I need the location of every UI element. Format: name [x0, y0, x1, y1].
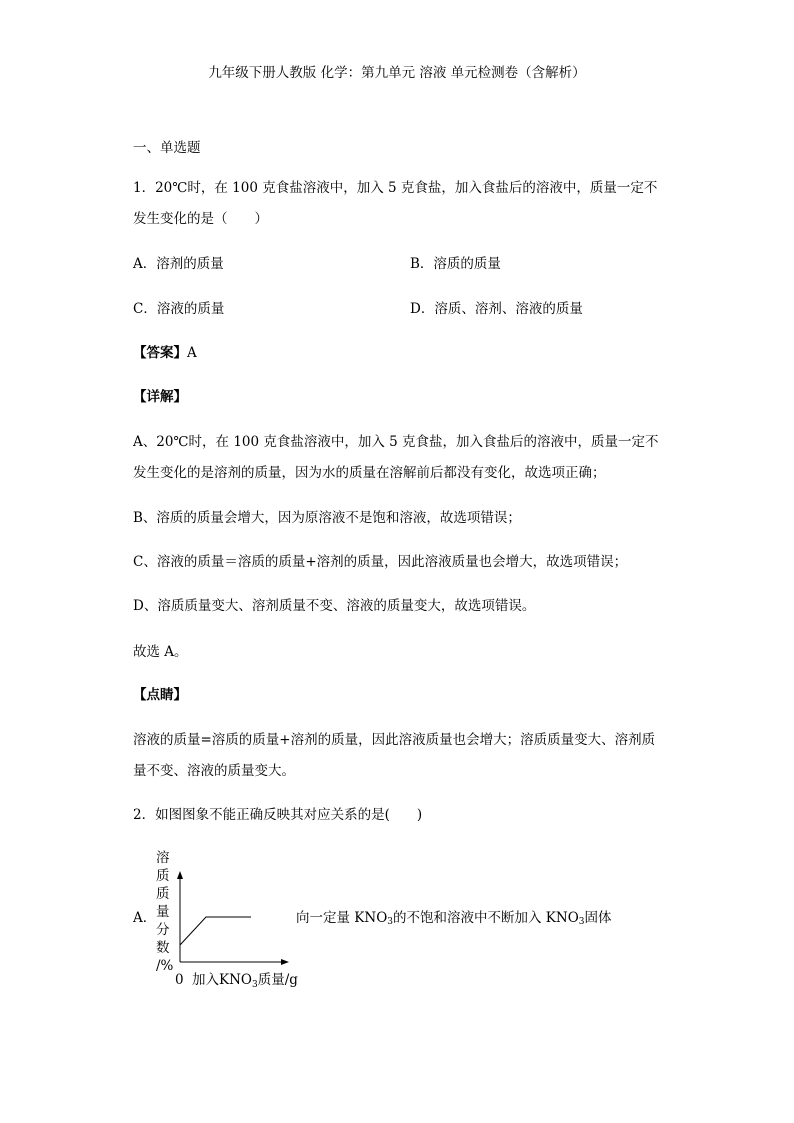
q1-detail-line: C、溶液的质量＝溶质的质量+溶剂的质量，因此溶液质量也会增大，故选项错误； [133, 554, 628, 570]
origin-label: 0 [175, 972, 184, 988]
y-axis-label-char: 质 [156, 886, 170, 902]
x-axis-label: 加入$KNO_3$质量/g [192, 972, 298, 990]
y-axis-label-char: 溶 [156, 850, 170, 866]
y-axis-label-char: /% [156, 958, 174, 974]
q2-option-a-label: A． [133, 910, 157, 926]
q2-stem: 2．如图图象不能正确反映其对应关系的是( ) [133, 807, 423, 823]
y-axis-label-char: 分 [156, 922, 170, 938]
q1-option-a: A．溶剂的质量 [133, 256, 224, 272]
y-axis-label-char: 数 [156, 940, 170, 956]
x-axis-arrow-icon [281, 959, 289, 965]
q1-detail-line: 发生变化的是溶剂的质量，因为水的质量在溶解前后都没有变化，故选项正确； [133, 465, 606, 481]
section-heading: 一、单选题 [133, 140, 201, 156]
q1-detail-label: 【详解】 [133, 389, 187, 405]
q1-option-c: C．溶液的质量 [133, 301, 225, 317]
q1-comment-line: 溶液的质量=溶质的质量+溶剂的质量，因此溶液质量也会增大；溶质质量变大、溶剂质 [133, 732, 656, 748]
y-axis-label-char: 量 [156, 904, 170, 920]
graph-curve [180, 917, 251, 945]
answer-value: A [187, 345, 197, 361]
y-axis-label-char: 质 [156, 868, 170, 884]
q1-detail-line: D、溶质质量变大、溶剂质量不变、溶液的质量变大，故选项错误。 [133, 598, 536, 614]
q2-option-a-description: 向一定量 $KNO_3$的不饱和溶液中不断加入 $KNO_3$固体 [296, 910, 612, 927]
q1-stem-line1: 1．20℃时，在 100 克食盐溶液中，加入 5 克食盐，加入食盐后的溶液中，质量一定不 [133, 180, 658, 196]
q1-detail-line: B、溶质的质量会增大，因为原溶液不是饱和溶液，故选项错误； [133, 510, 521, 526]
answer-label: 【答案】 [133, 345, 187, 361]
page-title: 九年级下册人教版 化学：第九单元 溶液 单元检测卷（含解析） [208, 65, 586, 81]
q1-detail-line: A、20℃时，在 100 克食盐溶液中，加入 5 克食盐，加入食盐后的溶液中，质量一定不 [133, 434, 659, 450]
q1-option-d: D．溶质、溶剂、溶液的质量 [410, 301, 583, 317]
q1-comment-label: 【点睛】 [133, 687, 187, 703]
q1-comment-line: 量不变、溶液的质量变大。 [133, 763, 295, 779]
y-axis-arrow-icon [177, 871, 183, 879]
q1-option-b: B．溶质的质量 [410, 256, 501, 272]
q1-stem-line2: 发生变化的是（ ） [133, 211, 268, 227]
q1-detail-line: 故选 A。 [133, 644, 188, 660]
